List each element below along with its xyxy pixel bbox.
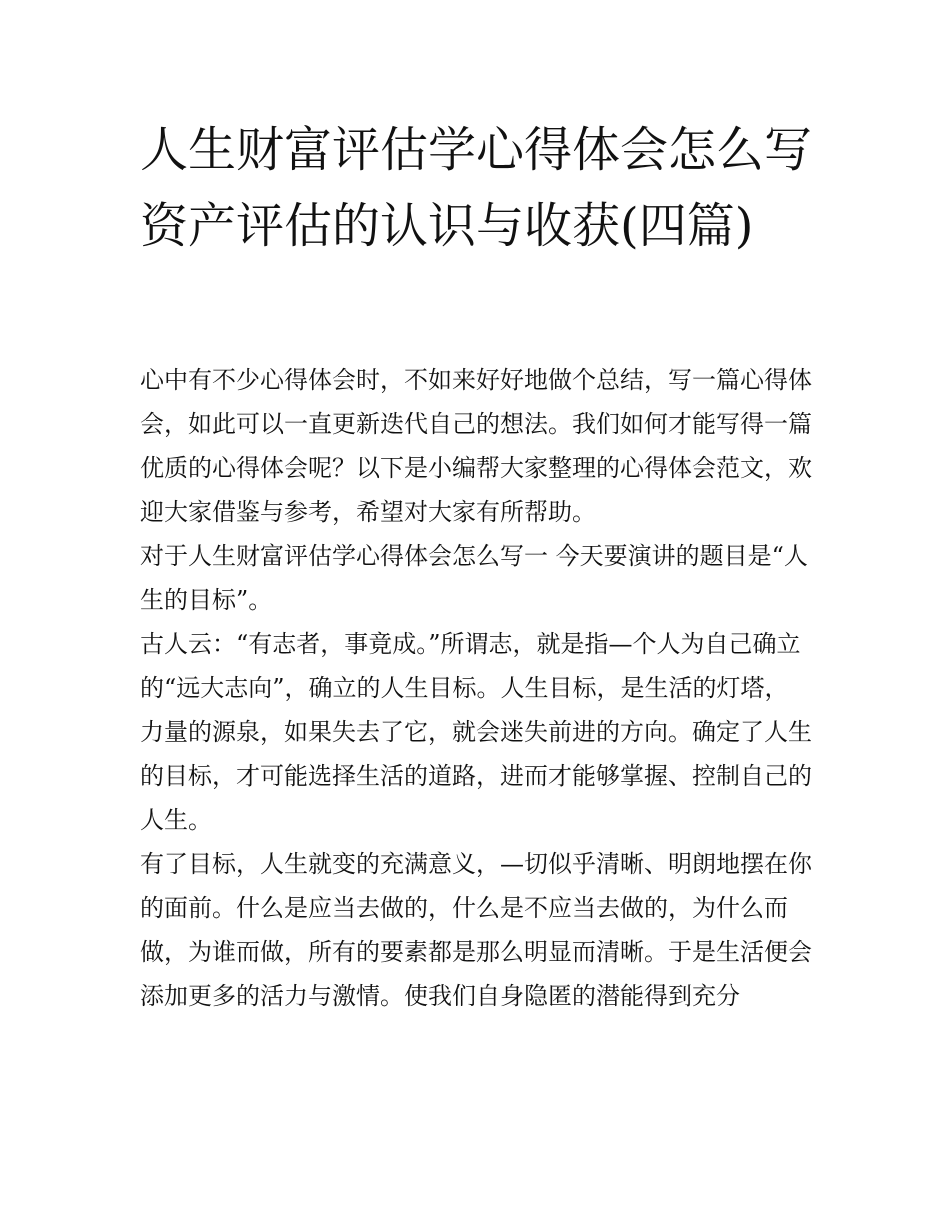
paragraph-topic: 对于人生财富评估学心得体会怎么写一 今天要演讲的题目是“人生的目标”。	[140, 542, 808, 614]
paragraph-intro: 心中有不少心得体会时，不如来好好地做个总结，写一篇心得体会，如此可以一直更新迭代自己的想法。我们如何才能写得一篇优质的心得体会呢？以下是小编帮大家整理的心得体会范文，欢迎大家借鉴与参考，希望对大家有所帮助。	[140, 366, 812, 526]
document-title: 人生财富评估学心得体会怎么写 资产评估的认识与收获(四篇)	[140, 122, 813, 254]
paragraph-ambition: 古人云：“有志者，事竟成。”所谓志，就是指—个人为自己确立的“远大志向”，确立的人生目标。人生目标，是生活的灯塔，力量的源泉，如果失去了它，就会迷失前进的方向。确定了人生的目标，才可能选择生活的道路，进而才能够掌握、控制自己的人生。	[140, 630, 812, 834]
document-body	[140, 358, 812, 1018]
paragraph-meaning: 有了目标，人生就变的充满意义，—切似乎清晰、明朗地摆在你的面前。什么是应当去做的，什么是不应当去做的，为什么而做，为谁而做，所有的要素都是那么明显而清晰。于是生活便会添加更多的活力与激情。使我们自身隐匿的潜能得到充分	[140, 850, 812, 1010]
